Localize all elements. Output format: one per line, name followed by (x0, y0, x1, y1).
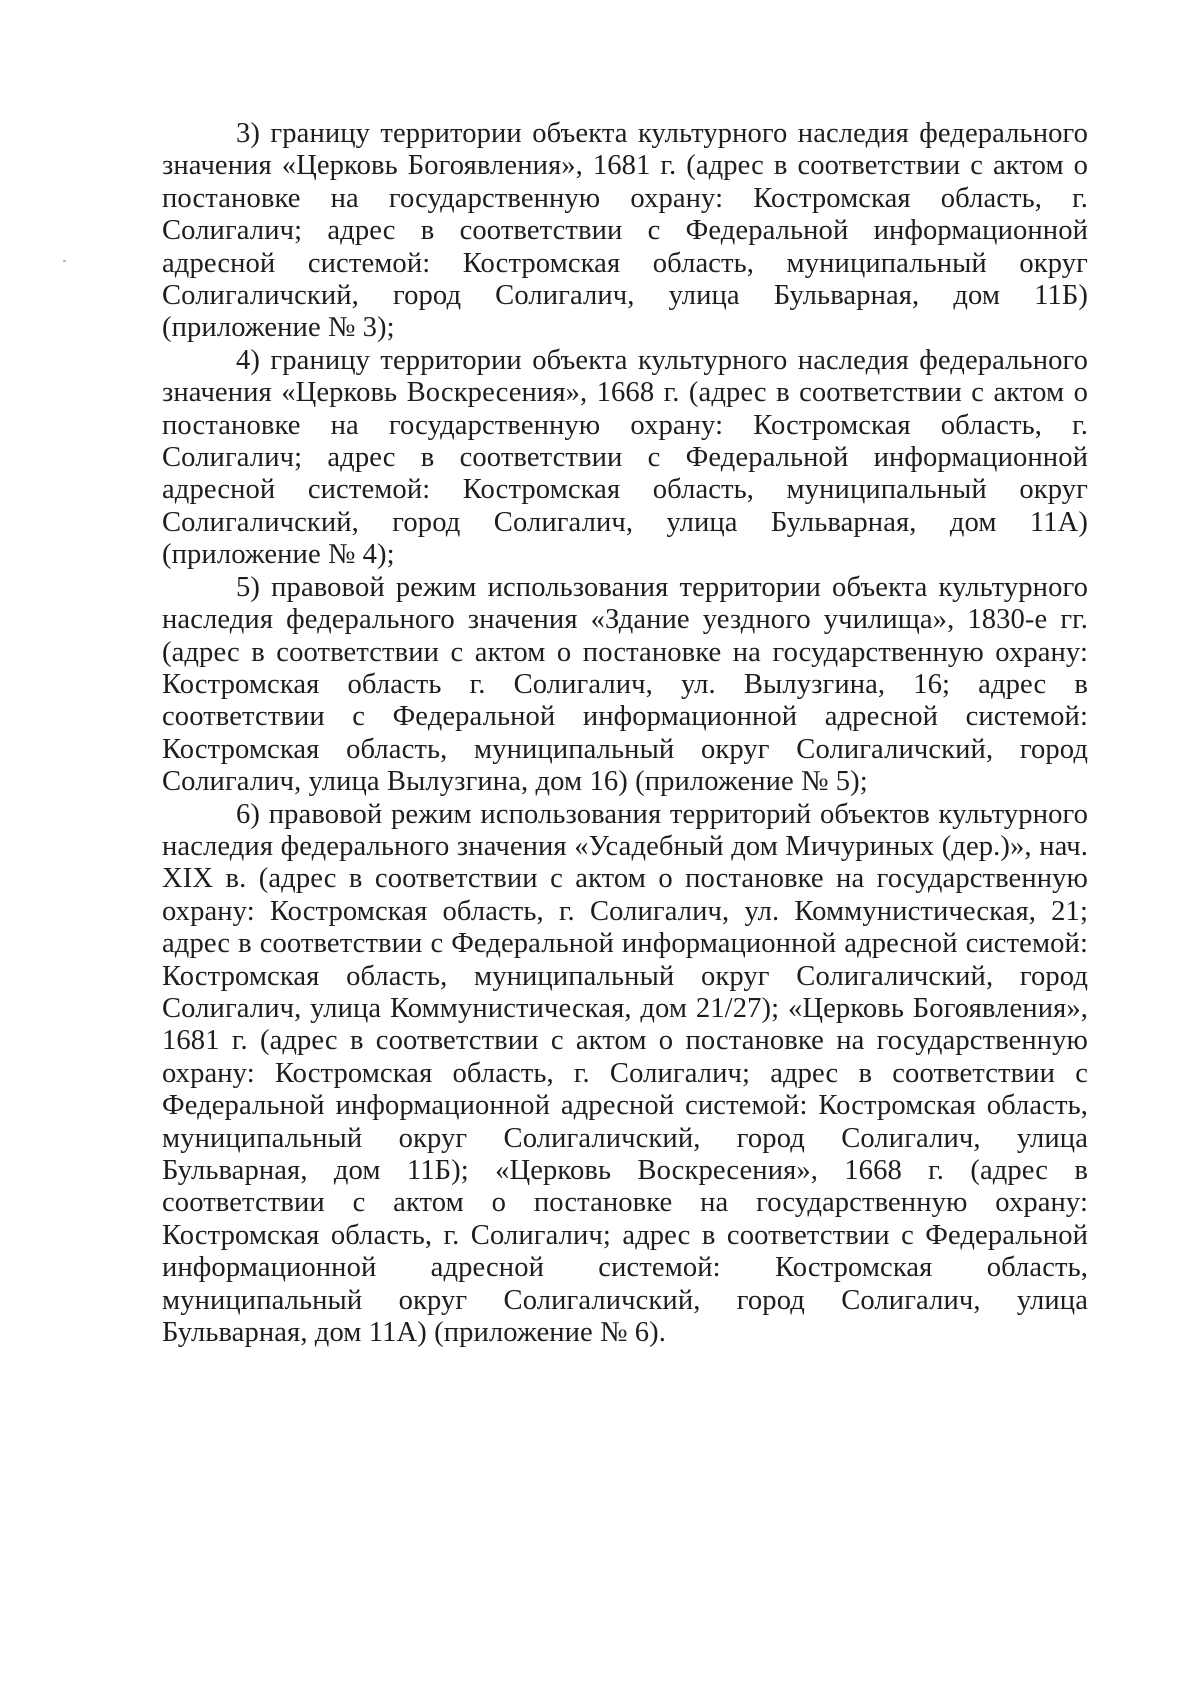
document-body (162, 118, 1088, 1349)
paragraph-number: 4) (236, 344, 261, 376)
paragraph-item-5 (162, 572, 1088, 799)
paragraph-text: правовой режим использования территории объекта культурного наследия федерального значения «Здание уездного училища», 1830-е гг. (адрес в соответствии с актом о постановке на государственную охрану: Костромская область г. Солигалич, ул. Вылузгина, 16; адрес в соответствии с Федеральной информационной адресной системой: Костромская область, муниципальный округ Солигаличский, город Солигалич, улица Вылузгина, дом 16) (приложение № 5); (162, 571, 1088, 798)
paragraph-number: 5) (236, 571, 261, 603)
paragraph-text: границу территории объекта культурного наследия федерального значения «Церковь Воскресения», 1668 г. (адрес в соответствии с актом о постановке на государственную охрану: Костромская область, г. Солигалич; адрес в соответствии с Федеральной информационной адресной системой: Костромская область, муниципальный округ Солигаличский, город Солигалич, улица Бульварная, дом 11А) (приложение № 4); (162, 344, 1089, 571)
paragraph-text: правовой режим использования территорий объектов культурного наследия федерального значения «Усадебный дом Мичуриных (дер.)», нач. XIX в. (адрес в соответствии с актом о постановке на государственную охрану: Костромская область, г. Солигалич, ул. Коммунистическая, 21; адрес в соответствии с Федеральной информационной адресной системой: Костромская область, муниципальный округ Солигаличский, город Солигалич, улица Коммунистическая, дом 21/27); «Церковь Богоявления», 1681 г. (адрес в соответствии с актом о постановке на государственную охрану: Костромская область, г. Солигалич; адрес в соответствии с Федеральной информационной адресной системой: Костромская область, муниципальный округ Солигаличский, город Солигалич, улица Бульварная, дом 11Б); «Церковь Воскресения», 1668 г. (адрес в соответствии с актом о постановке на государственную охрану: Костромская область, г. Солигалич; адрес в соответствии с Федеральной информационной адресной системой: Костромская область, муниципальный округ Солигаличский, город Солигалич, улица Бульварная, дом 11А) (приложение № 6). (162, 798, 1088, 1349)
scan-speck (63, 260, 66, 262)
paragraph-item-6 (162, 799, 1088, 1350)
paragraph-item-4 (162, 345, 1088, 572)
paragraph-item-3 (162, 118, 1088, 345)
paragraph-number: 6) (236, 798, 261, 830)
paragraph-text: границу территории объекта культурного наследия федерального значения «Церковь Богоявления», 1681 г. (адрес в соответствии с актом о постановке на государственную охрану: Костромская область, г. Солигалич; адрес в соответствии с Федеральной информационной адресной системой: Костромская область, муниципальный округ Солигаличский, город Солигалич, улица Бульварная, дом 11Б) (приложение № 3); (162, 118, 1089, 344)
paragraph-number: 3) (236, 118, 261, 149)
